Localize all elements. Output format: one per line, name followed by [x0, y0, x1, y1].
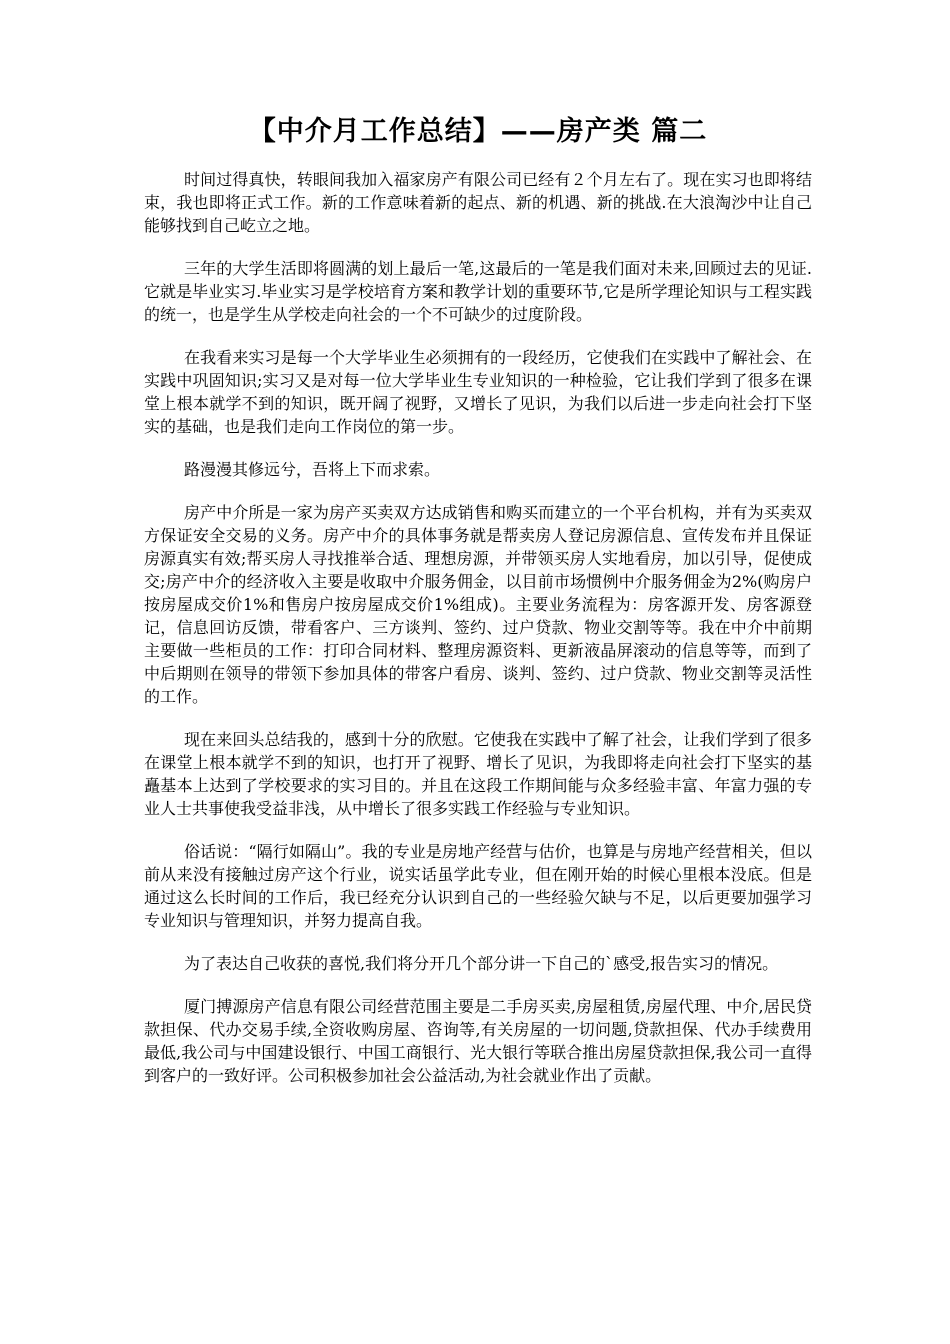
- paragraph: 三年的大学生活即将圆满的划上最后一笔,这最后的一笔是我们面对未来,回顾过去的见证.它就是毕业实习.毕业实习是学校培育方案和教学计划的重要环节,它是所学理论知识与工程实践的统一，也是学生从学校走向社会的一个不可缺少的过度阶段。: [144, 259, 812, 324]
- document-body: [144, 168, 812, 1107]
- paragraph: 路漫漫其修远兮，吾将上下而求索。: [184, 460, 441, 479]
- paragraph: 在我看来实习是每一个大学毕业生必须拥有的一段经历，它使我们在实践中了解社会、在实践中巩固知识;实习又是对每一位大学毕业生专业知识的一种检验，它让我们学到了很多在课堂上根本就学不到的知识，既开阔了视野，又增长了见识，为我们以后进一步走向社会打下坚实的基础，也是我们走向工作岗位的第一步。: [144, 348, 812, 436]
- paragraph: 房产中介所是一家为房产买卖双方达成销售和购买而建立的一个平台机构，并有为买卖双方保证安全交易的义务。房产中介的具体事务就是帮卖房人登记房源信息、宣传发布并且保证房源真实有效;帮买房人寻找推举合适、理想房源，并带领买房人实地看房，加以引导，促使成交;房产中介的经济收入主要是收取中介服务佣金，以目前市场惯例中介服务佣金为2%(购房户按房屋成交价1%和售房户按房屋成交价1%组成)。主要业务流程为：房客源开发、房客源登记，信息回访反馈，带看客户、三方谈判、签约、过户贷款、物业交割等等。我在中介中前期主要做一些柜员的工作：打印合同材料、整理房源资料、更新液晶屏滚动的信息等等，而到了中后期则在领导的带领下参加具体的带客户看房、谈判、签约、过户贷款、物业交割等灵活性的工作。: [144, 503, 812, 706]
- paragraph: 俗话说：“隔行如隔山”。我的专业是房地产经营与估价，也算是与房地产经营相关，但以前从来没有接触过房产这个行业，说实话虽学此专业，但在刚开始的时候心里根本没底。但是通过这么长时间的工作后，我已经充分认识到自己的一些经验欠缺与不足，以后更要加强学习专业知识与管理知识，并努力提高自我。: [144, 842, 812, 930]
- document-title: 【中介月工作总结】——房产类 篇二: [248, 116, 708, 147]
- paragraph: 现在来回头总结我的，感到十分的欣慰。它使我在实践中了解了社会，让我们学到了很多在课堂上根本就学不到的知识，也打开了视野、增长了见识，为我即将走向社会打下坚实的基矗基本上达到了学校要求的实习目的。并且在这段工作期间能与众多经验丰富、年富力强的专业人士共事使我受益非浅，从中增长了很多实践工作经验与专业知识。: [144, 730, 812, 818]
- paragraph: 时间过得真快，转眼间我加入福家房产有限公司已经有２个月左右了。现在实习也即将结束，我也即将正式工作。新的工作意味着新的起点、新的机遇、新的挑战.在大浪淘沙中让自己能够找到自己屹立之地。: [144, 170, 812, 235]
- paragraph: 厦门搏源房产信息有限公司经营范围主要是二手房买卖,房屋租赁,房屋代理、中介,居民贷款担保、代办交易手续,全资收购房屋、咨询等,有关房屋的一切问题,贷款担保、代办手续费用最低,我公司与中国建设银行、中国工商银行、光大银行等联合推出房屋贷款担保,我公司一直得到客户的一致好评。公司积极参加社会公益活动,为社会就业作出了贡献。: [144, 997, 812, 1085]
- paragraph: 为了表达自己收获的喜悦,我们将分开几个部分讲一下自己的`感受,报告实习的情况。: [184, 954, 779, 973]
